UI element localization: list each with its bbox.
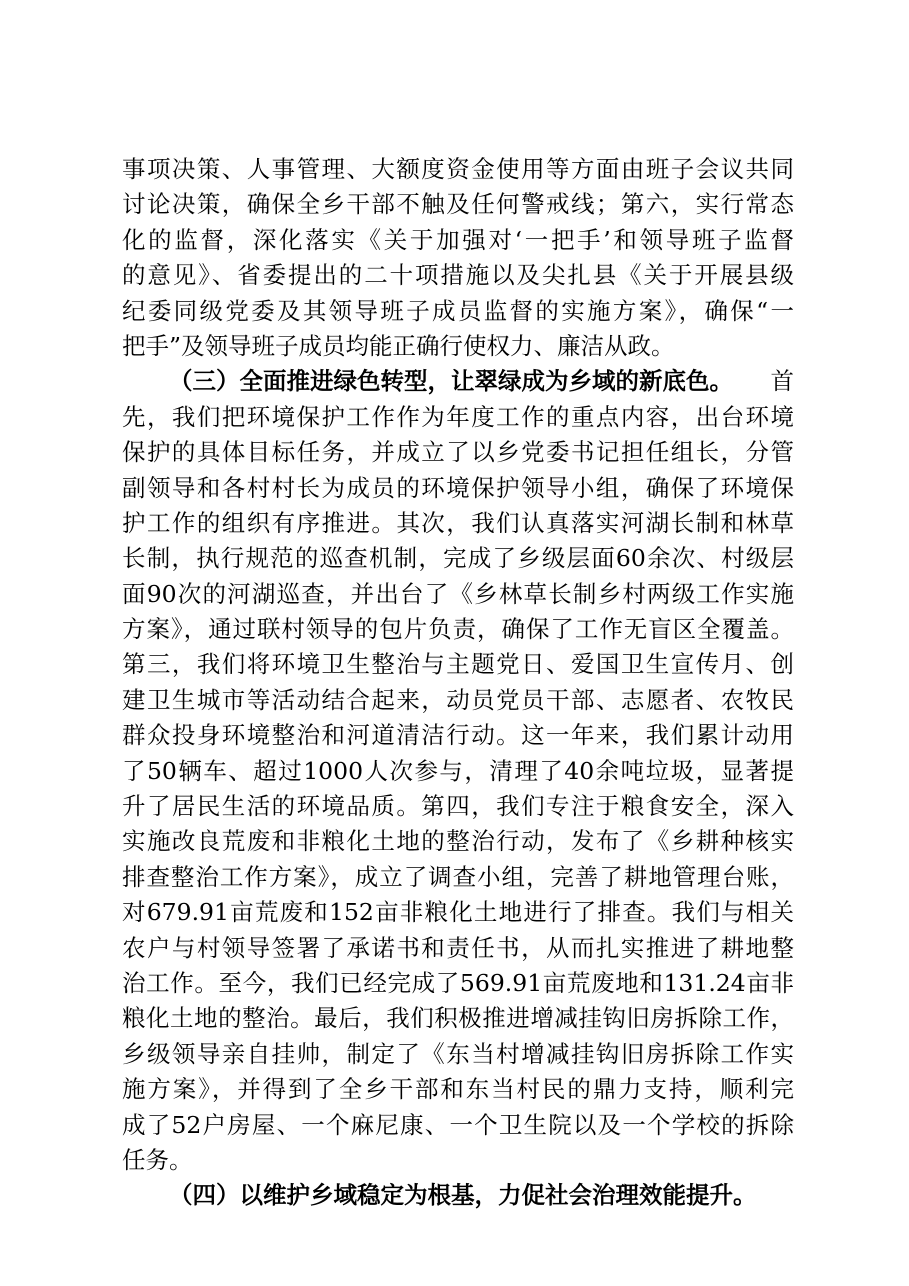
text-line: 保护的具体目标任务，并成立了以乡党委书记担任组长，分管 <box>122 438 794 467</box>
text-line: 长制，执行规范的巡查机制，完成了乡级层面60余次、村级层 <box>122 544 794 573</box>
text-line: 了50辆车、超过1000人次参与，清理了40余吨垃圾，显著提 <box>122 756 794 785</box>
text-line: 第三，我们将环境卫生整治与主题党日、爱国卫生宣传月、创 <box>122 650 794 679</box>
text-line: 方案》，通过联村领导的包片负责，确保了工作无盲区全覆盖。 <box>122 615 794 644</box>
text-line: 任务。 <box>122 1145 193 1174</box>
text-line: 农户与村领导签署了承诺书和责任书，从而扎实推进了耕地整 <box>122 933 794 962</box>
text-line: 成了52户房屋、一个麻尼康、一个卫生院以及一个学校的拆除 <box>122 1110 794 1139</box>
text-line: 施方案》，并得到了全乡干部和东当村民的鼎力支持，顺利完 <box>122 1075 794 1104</box>
text-line: 排查整治工作方案》，成立了调查小组，完善了耕地管理台账， <box>122 862 794 891</box>
text-line: 实施改良荒废和非粮化土地的整治行动，发布了《乡耕种核实 <box>122 827 794 856</box>
text-line: 纪委同级党委及其领导班子成员监督的实施方案》，确保“一 <box>122 296 794 325</box>
text-line: 对679.91亩荒废和152亩非粮化土地进行了排查。我们与相关 <box>122 898 794 927</box>
text-line: 建卫生城市等活动结合起来，动员党员干部、志愿者、农牧民 <box>122 685 794 714</box>
text-line: 升了居民生活的环境品质。第四，我们专注于粮食安全，深入 <box>122 792 794 821</box>
text-line: 首 <box>770 367 794 396</box>
text-line: 面90次的河湖巡查，并出台了《乡林草长制乡村两级工作实施 <box>122 579 794 608</box>
text-line: 群众投身环境整治和河道清洁行动。这一年来，我们累计动用 <box>122 721 794 750</box>
text-line: 护工作的组织有序推进。其次，我们认真落实河湖长制和林草 <box>122 508 794 537</box>
text-line: 副领导和各村村长为成员的环境保护领导小组，确保了环境保 <box>122 473 794 502</box>
text-line: 事项决策、人事管理、大额度资金使用等方面由班子会议共同 <box>122 155 794 183</box>
text-line: 治工作。至今，我们已经完成了569.91亩荒废地和131.24亩非 <box>122 968 794 997</box>
section-heading-line <box>122 364 794 399</box>
section-heading-4: （四）以维护乡域稳定为根基，力促社会治理效能提升。 <box>169 1181 757 1210</box>
section-heading-3: （三）全面推进绿色转型，让翠绿成为乡域的新底色。 <box>169 367 733 396</box>
text-line: 化的监督，深化落实《关于加强对‘一把手’和领导班子监督 <box>122 225 794 254</box>
document-body <box>122 152 794 1214</box>
text-line: 乡级领导亲自挂帅，制定了《东当村增减挂钩旧房拆除工作实 <box>122 1039 794 1068</box>
text-line: 的意见》、省委提出的二十项措施以及尖扎县《关于开展县级 <box>122 261 794 290</box>
text-line: 粮化土地的整治。最后，我们积极推进增减挂钩旧房拆除工作， <box>122 1004 794 1033</box>
text-line: 把手”及领导班子成员均能正确行使权力、廉洁从政。 <box>122 331 675 360</box>
text-line: 先，我们把环境保护工作作为年度工作的重点内容，出台环境 <box>122 402 794 431</box>
text-line: 讨论决策，确保全乡干部不触及任何警戒线；第六，实行常态 <box>122 190 794 219</box>
